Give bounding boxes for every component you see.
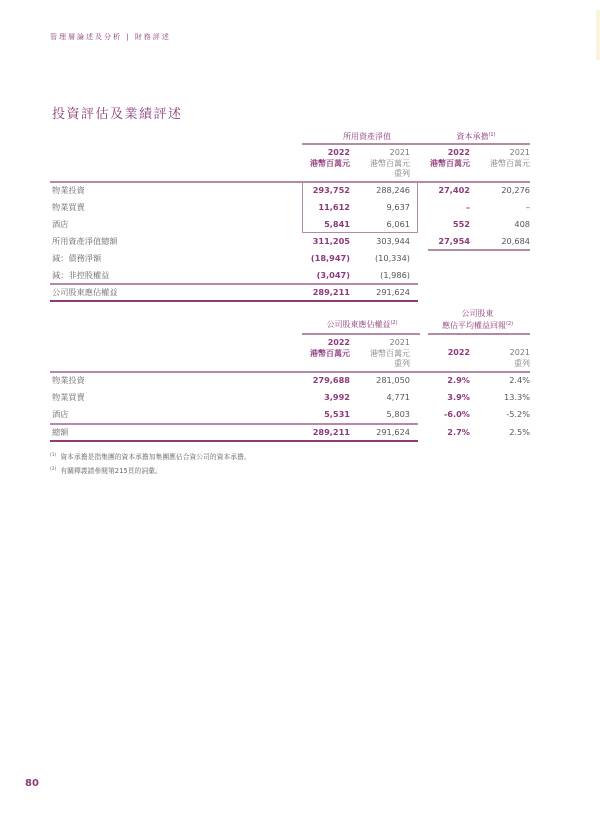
- col-header: 2021 港幣百萬元 重列: [370, 148, 410, 178]
- table-row: 所用資產淨值總額 311,205 303,944 27,954 20,684: [52, 236, 530, 246]
- section-title: 投資評估及業績評述: [52, 107, 183, 122]
- col-header: 2021 港幣百萬元 重列: [370, 338, 410, 368]
- col-header: 2021 港幣百萬元: [490, 148, 530, 168]
- footnotes: [50, 449, 251, 477]
- table-row: 減：非控股權益 (3,047) (1,986): [52, 270, 410, 280]
- group-header-capital-commitments: 資本承擔$^{(1)}$: [456, 132, 496, 141]
- table-row: 物業投資 293,752 288,246 27,402 20,276: [52, 185, 530, 195]
- table-row: 公司股東應佔權益 289,211 291,624: [52, 287, 410, 297]
- group-header-return: 公司股東 應佔平均權益回報$^{(2)}$: [441, 309, 514, 330]
- page-number: 80: [25, 778, 39, 789]
- footnote-1: $^{(1)}$ 資本承擔是指集團的資本承擔加集團應佔合資公司的資本承擔。: [50, 453, 251, 461]
- col-header: 2022 港幣百萬元: [430, 148, 470, 168]
- col-header: 2022: [447, 348, 470, 357]
- divider: [428, 333, 530, 335]
- breadcrumb: 管理層論述及分析 | 財務評述: [50, 33, 171, 41]
- col-header: 2021 重列: [509, 348, 530, 368]
- table-row: 物業買賣 3,992 4,771 3.9% 13.3%: [52, 392, 530, 402]
- table-row: 酒店 5,841 6,061 552 408: [52, 219, 530, 229]
- divider: [302, 143, 432, 145]
- group-header-net-assets: 所用資產淨值: [343, 132, 391, 141]
- group-header-equity: 公司股東應佔權益$^{(2)}$: [326, 320, 398, 329]
- footnote-2: $^{(2)}$ 有關釋義請參閱第215頁的詞彙。: [50, 467, 162, 475]
- table-row: 減：債務淨額 (18,947) (10,334): [52, 253, 410, 263]
- divider: [302, 333, 420, 335]
- table-row: 酒店 5,531 5,803 -6.0% -5.2%: [52, 409, 530, 419]
- page-edge-tab: [596, 10, 600, 60]
- divider: [428, 143, 530, 145]
- table-row: 物業投資 279,688 281,050 2.9% 2.4%: [52, 375, 530, 385]
- col-header: 2022 港幣百萬元: [310, 338, 350, 358]
- col-header: 2022 港幣百萬元: [310, 148, 350, 168]
- table-row: 物業買賣 11,612 9,637 – –: [52, 202, 530, 212]
- table-row: 總額 289,211 291,624 2.7% 2.5%: [52, 427, 530, 437]
